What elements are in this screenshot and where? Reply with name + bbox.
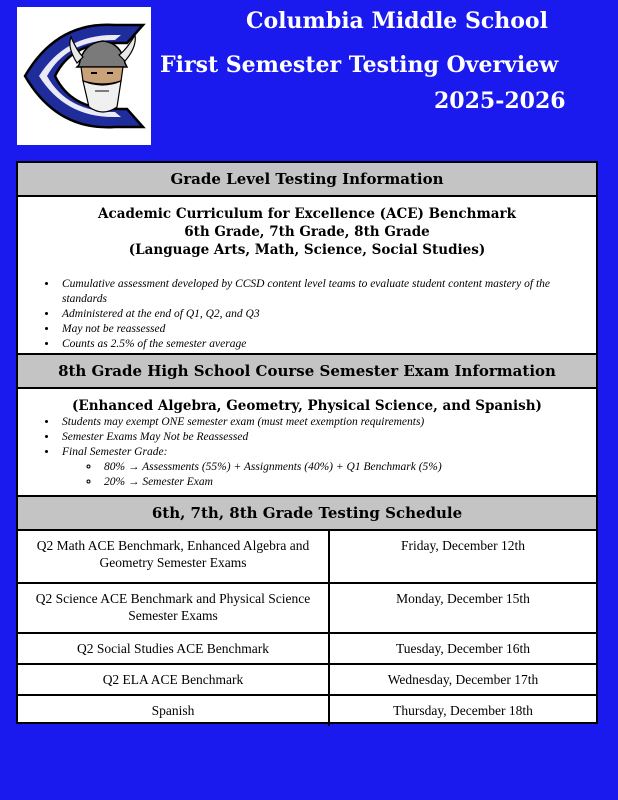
list-item: • May not be reassessed (58, 322, 596, 337)
list-item: • Cumulative assessment developed by CCSD content level teams to evaluate student content mastery of the standards (58, 277, 596, 307)
table-row (18, 531, 596, 584)
schedule-table (18, 531, 596, 726)
list-item: • Students may exempt ONE semester exam (must meet exemption requirements) (58, 415, 596, 430)
info-panel (16, 161, 598, 724)
date-cell: Tuesday, December 16th (396, 641, 530, 656)
section-heading-grade-level: Grade Level Testing Information (18, 163, 596, 197)
date-cell: Monday, December 15th (396, 591, 530, 606)
list-item: • Administered at the end of Q1, Q2, and Q3 (58, 307, 596, 322)
section-heading-schedule: 6th, 7th, 8th Grade Testing Schedule (18, 497, 596, 531)
table-row (18, 634, 596, 665)
list-item: ◦ 20% → Semester Exam (100, 475, 596, 490)
list-item: • Counts as 2.5% of the semester average (58, 337, 596, 352)
date-cell: Friday, December 12th (401, 538, 525, 553)
exam-cell: Q2 Math ACE Benchmark, Enhanced Algebra and Geometry Semester Exams (18, 531, 330, 582)
final-grade-label: Final Semester Grade: (62, 446, 168, 458)
section-heading-hs-course: 8th Grade High School Course Semester Exam Information (18, 355, 596, 389)
ace-benchmark-line: Academic Curriculum for Excellence (ACE) Benchmark (98, 206, 516, 222)
grades-line: 6th Grade, 7th Grade, 8th Grade (184, 224, 430, 240)
school-logo (17, 7, 151, 145)
subjects-line: (Language Arts, Math, Science, Social Studies) (128, 242, 486, 258)
final-grade-breakdown (62, 460, 596, 490)
exam-cell: Spanish (18, 696, 330, 726)
exam-cell: Q2 Science ACE Benchmark and Physical Science Semester Exams (18, 584, 330, 632)
list-item (58, 445, 596, 490)
table-row (18, 696, 596, 726)
school-name: Columbia Middle School (246, 8, 548, 34)
date-cell: Thursday, December 18th (393, 703, 533, 718)
list-item: • Semester Exams May Not be Reassessed (58, 430, 596, 445)
grade-level-bullets (18, 277, 596, 352)
page-subtitle: First Semester Testing Overview (160, 52, 559, 78)
grade-level-section (18, 197, 596, 355)
hs-course-bullets (18, 415, 596, 490)
viking-c-logo-icon (17, 7, 151, 145)
exam-cell: Q2 ELA ACE Benchmark (18, 665, 330, 694)
list-item: ◦ 80% → Assessments (55%) + Assignments (40%) + Q1 Benchmark (5%) (100, 460, 596, 475)
table-row (18, 665, 596, 696)
school-year: 2025-2026 (434, 88, 566, 114)
table-row (18, 584, 596, 634)
hs-course-section (18, 389, 596, 497)
date-cell: Wednesday, December 17th (387, 672, 539, 687)
exam-cell: Q2 Social Studies ACE Benchmark (18, 634, 330, 663)
hs-courses-line: (Enhanced Algebra, Geometry, Physical Science, and Spanish) (72, 398, 542, 414)
